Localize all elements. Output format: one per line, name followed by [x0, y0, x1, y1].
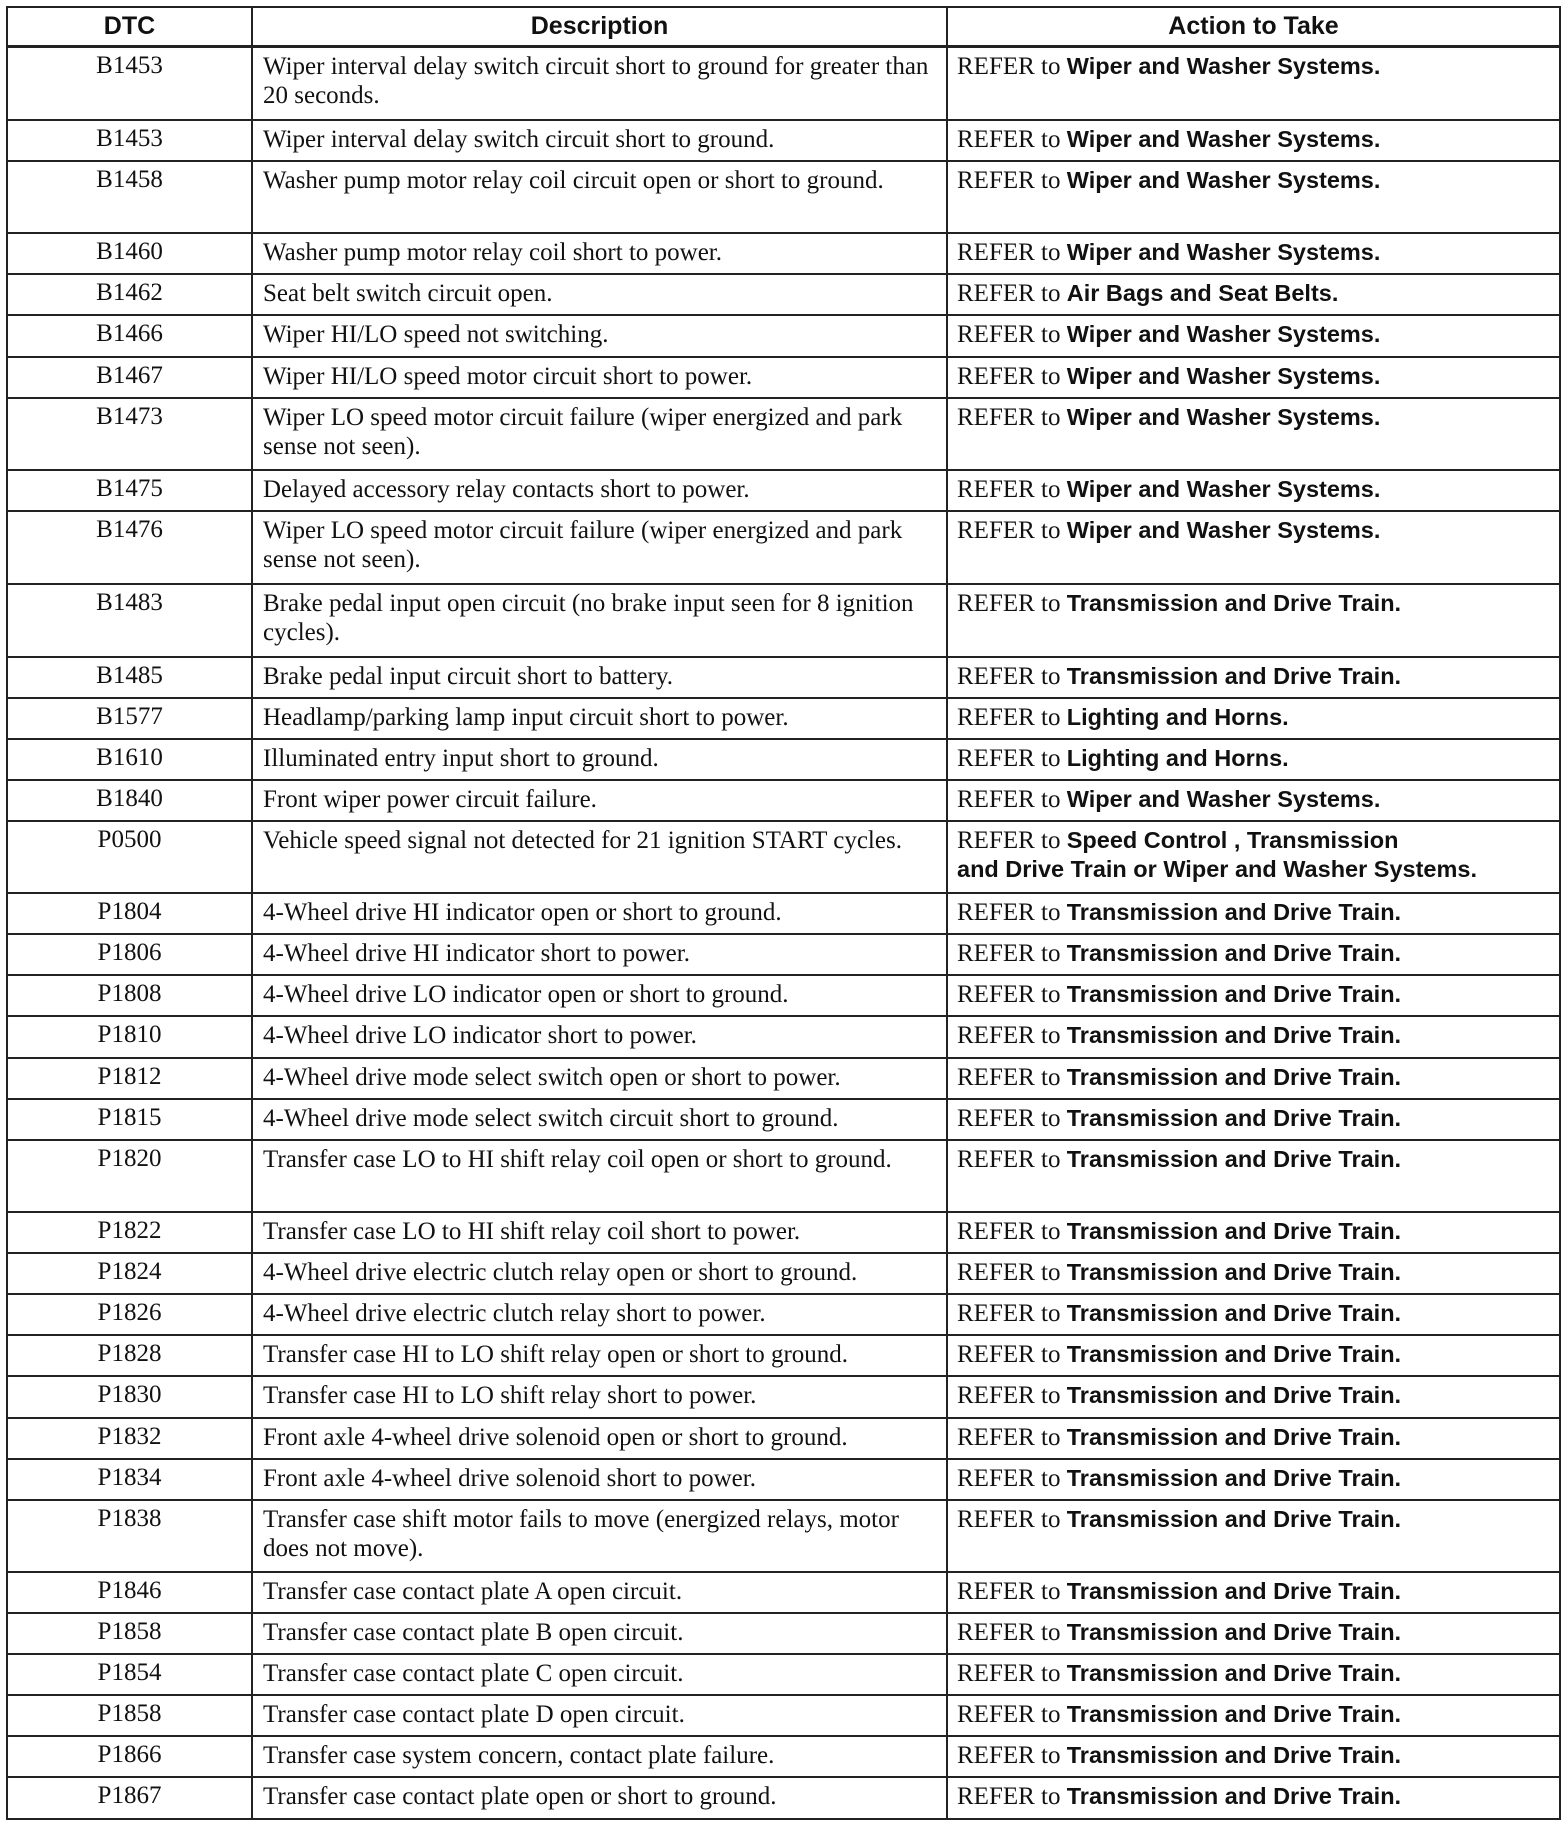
dtc-description: 4-Wheel drive LO indicator short to power.	[252, 1016, 947, 1057]
action-reference: Wiper and Washer Systems.	[1066, 166, 1381, 193]
table-row	[7, 1736, 1560, 1777]
action-to-take	[947, 584, 1560, 657]
action-to-take	[947, 739, 1560, 780]
table-row	[7, 398, 1560, 471]
table-row	[7, 1695, 1560, 1736]
action-prefix: REFER to	[957, 899, 1061, 927]
action-reference-line2: and Drive Train or Wiper and Washer Systems.	[957, 855, 1477, 882]
action-reference: Transmission and Drive Train.	[1066, 1619, 1402, 1646]
action-prefix: REFER to	[957, 321, 1061, 349]
action-prefix: REFER to	[957, 362, 1061, 390]
action-to-take	[947, 1140, 1560, 1213]
action-reference: Wiper and Washer Systems.	[1066, 403, 1381, 430]
table-row	[7, 233, 1560, 274]
action-to-take	[947, 233, 1560, 274]
action-to-take	[947, 398, 1560, 471]
action-prefix: REFER to	[957, 403, 1061, 431]
action-reference: Wiper and Washer Systems.	[1066, 785, 1381, 812]
action-to-take	[947, 1335, 1560, 1376]
action-reference: Transmission and Drive Train.	[1066, 1104, 1402, 1131]
header-action: Action to Take	[947, 7, 1560, 47]
action-reference: Air Bags and Seat Belts.	[1066, 280, 1339, 307]
dtc-description: Delayed accessory relay contacts short to power.	[252, 470, 947, 511]
dtc-description: 4-Wheel drive LO indicator open or short to ground.	[252, 975, 947, 1016]
action-to-take	[947, 1253, 1560, 1294]
action-prefix: REFER to	[957, 166, 1061, 194]
dtc-description: Washer pump motor relay coil circuit open or short to ground.	[252, 161, 947, 234]
table-row	[7, 1459, 1560, 1500]
table-row	[7, 47, 1560, 120]
action-prefix: REFER to	[957, 981, 1061, 1009]
dtc-code: B1460	[7, 233, 252, 274]
action-prefix: REFER to	[957, 1145, 1061, 1173]
table-row	[7, 1099, 1560, 1140]
dtc-code: B1453	[7, 120, 252, 161]
action-prefix: REFER to	[957, 1063, 1061, 1091]
dtc-code: B1462	[7, 274, 252, 315]
action-prefix: REFER to	[957, 53, 1061, 80]
dtc-code: P1822	[7, 1212, 252, 1253]
action-prefix: REFER to	[957, 1619, 1061, 1647]
table-row	[7, 975, 1560, 1016]
dtc-code: P1854	[7, 1654, 252, 1695]
action-to-take	[947, 274, 1560, 315]
dtc-description: Wiper HI/LO speed motor circuit short to power.	[252, 357, 947, 398]
action-prefix: REFER to	[957, 125, 1061, 153]
dtc-description: Transfer case LO to HI shift relay coil open or short to ground.	[252, 1140, 947, 1213]
action-prefix: REFER to	[957, 1104, 1061, 1132]
action-to-take	[947, 1613, 1560, 1654]
action-reference: Transmission and Drive Train.	[1066, 1063, 1402, 1090]
dtc-description: Headlamp/parking lamp input circuit short to power.	[252, 698, 947, 739]
table-row	[7, 698, 1560, 739]
dtc-table	[6, 6, 1561, 1820]
action-prefix: REFER to	[957, 1464, 1061, 1492]
action-reference: Transmission and Drive Train.	[1066, 1022, 1402, 1049]
action-prefix: REFER to	[957, 1742, 1061, 1770]
action-to-take	[947, 470, 1560, 511]
table-row	[7, 821, 1560, 894]
action-to-take	[947, 357, 1560, 398]
dtc-code: P1810	[7, 1016, 252, 1057]
dtc-description: Transfer case contact plate D open circuit.	[252, 1695, 947, 1736]
action-prefix: REFER to	[957, 239, 1061, 267]
action-to-take	[947, 1016, 1560, 1057]
dtc-code: P1820	[7, 1140, 252, 1213]
action-prefix: REFER to	[957, 940, 1061, 968]
table-row	[7, 1572, 1560, 1613]
dtc-description: 4-Wheel drive mode select switch circuit short to ground.	[252, 1099, 947, 1140]
action-prefix: REFER to	[957, 744, 1061, 772]
dtc-description: Transfer case contact plate C open circuit.	[252, 1654, 947, 1695]
action-to-take	[947, 893, 1560, 934]
action-prefix: REFER to	[957, 1022, 1061, 1050]
table-body	[7, 47, 1560, 1820]
action-prefix: REFER to	[957, 1218, 1061, 1246]
action-to-take	[947, 1058, 1560, 1099]
action-reference: Transmission and Drive Train.	[1066, 1742, 1402, 1769]
dtc-description: Wiper LO speed motor circuit failure (wiper energized and park sense not seen).	[252, 398, 947, 471]
action-prefix: REFER to	[957, 280, 1061, 308]
action-reference: Transmission and Drive Train.	[1066, 1464, 1402, 1491]
action-prefix: REFER to	[957, 1341, 1061, 1369]
table-row	[7, 1418, 1560, 1459]
action-to-take	[947, 1294, 1560, 1335]
dtc-description: Wiper HI/LO speed not switching.	[252, 315, 947, 356]
table-row	[7, 1058, 1560, 1099]
table-row	[7, 511, 1560, 584]
dtc-description: Brake pedal input open circuit (no brake input seen for 8 ignition cycles).	[252, 584, 947, 657]
action-prefix: REFER to	[957, 785, 1061, 813]
dtc-code: P1804	[7, 893, 252, 934]
dtc-description: 4-Wheel drive HI indicator short to power.	[252, 934, 947, 975]
action-prefix: REFER to	[957, 1783, 1061, 1811]
action-to-take	[947, 1777, 1560, 1819]
action-to-take	[947, 120, 1560, 161]
action-reference: Lighting and Horns.	[1066, 703, 1289, 730]
action-prefix: REFER to	[957, 589, 1061, 617]
dtc-code: B1473	[7, 398, 252, 471]
action-to-take	[947, 511, 1560, 584]
table-row	[7, 357, 1560, 398]
action-to-take	[947, 161, 1560, 234]
dtc-description: Brake pedal input circuit short to battery.	[252, 657, 947, 698]
dtc-description: Transfer case contact plate A open circuit.	[252, 1572, 947, 1613]
action-prefix: REFER to	[957, 703, 1061, 731]
action-reference: Transmission and Drive Train.	[1066, 1701, 1402, 1728]
action-reference: Transmission and Drive Train.	[1066, 1218, 1402, 1245]
action-reference: Transmission and Drive Train.	[1066, 1783, 1402, 1810]
table-row	[7, 657, 1560, 698]
action-prefix: REFER to	[957, 1300, 1061, 1328]
action-reference: Wiper and Washer Systems.	[1066, 362, 1381, 389]
action-to-take	[947, 1572, 1560, 1613]
dtc-code: P1808	[7, 975, 252, 1016]
dtc-description: 4-Wheel drive electric clutch relay short to power.	[252, 1294, 947, 1335]
dtc-code: P1815	[7, 1099, 252, 1140]
dtc-description: Vehicle speed signal not detected for 21 ignition START cycles.	[252, 821, 947, 894]
dtc-description: Washer pump motor relay coil short to power.	[252, 233, 947, 274]
dtc-description: Seat belt switch circuit open.	[252, 274, 947, 315]
dtc-code: B1485	[7, 657, 252, 698]
dtc-code: B1467	[7, 357, 252, 398]
dtc-code: B1483	[7, 584, 252, 657]
header-dtc: DTC	[7, 7, 252, 47]
action-reference: Transmission and Drive Train.	[1066, 981, 1402, 1008]
dtc-code: P1858	[7, 1695, 252, 1736]
table-row	[7, 315, 1560, 356]
action-reference: Lighting and Horns.	[1066, 744, 1289, 771]
action-prefix: REFER to	[957, 1505, 1061, 1533]
action-to-take	[947, 1695, 1560, 1736]
dtc-code: P1806	[7, 934, 252, 975]
table-row	[7, 934, 1560, 975]
action-prefix: REFER to	[957, 662, 1061, 690]
dtc-code: B1466	[7, 315, 252, 356]
dtc-description: Illuminated entry input short to ground.	[252, 739, 947, 780]
table-row	[7, 1212, 1560, 1253]
dtc-code: B1458	[7, 161, 252, 234]
table-row	[7, 1777, 1560, 1819]
table-row	[7, 780, 1560, 821]
dtc-description: 4-Wheel drive HI indicator open or short to ground.	[252, 893, 947, 934]
table-row	[7, 1500, 1560, 1573]
dtc-description: 4-Wheel drive electric clutch relay open or short to ground.	[252, 1253, 947, 1294]
action-to-take	[947, 1099, 1560, 1140]
action-to-take	[947, 975, 1560, 1016]
table-row	[7, 739, 1560, 780]
action-to-take	[947, 821, 1560, 894]
dtc-code: P1866	[7, 1736, 252, 1777]
table-row	[7, 1654, 1560, 1695]
action-to-take	[947, 1212, 1560, 1253]
action-reference: Wiper and Washer Systems.	[1066, 125, 1381, 152]
action-to-take	[947, 315, 1560, 356]
action-prefix: REFER to	[957, 1578, 1061, 1606]
dtc-code: B1453	[7, 47, 252, 120]
table-row	[7, 161, 1560, 234]
dtc-description: Front axle 4-wheel drive solenoid open or short to ground.	[252, 1418, 947, 1459]
dtc-description: Wiper interval delay switch circuit short to ground for greater than 20 seconds.	[252, 47, 947, 120]
dtc-description: Wiper interval delay switch circuit short to ground.	[252, 120, 947, 161]
dtc-code: B1577	[7, 698, 252, 739]
action-reference: Transmission and Drive Train.	[1066, 1145, 1402, 1172]
action-reference: Wiper and Washer Systems.	[1066, 321, 1381, 348]
dtc-code: P1830	[7, 1376, 252, 1417]
dtc-description: Transfer case LO to HI shift relay coil short to power.	[252, 1212, 947, 1253]
dtc-code: P1832	[7, 1418, 252, 1459]
dtc-code: P0500	[7, 821, 252, 894]
action-reference: Transmission and Drive Train.	[1066, 899, 1402, 926]
dtc-description: Front axle 4-wheel drive solenoid short to power.	[252, 1459, 947, 1500]
table-row	[7, 1016, 1560, 1057]
action-to-take	[947, 657, 1560, 698]
action-reference: Wiper and Washer Systems.	[1066, 476, 1381, 503]
dtc-code: P1824	[7, 1253, 252, 1294]
dtc-description: Transfer case system concern, contact plate failure.	[252, 1736, 947, 1777]
action-reference: Wiper and Washer Systems.	[1066, 239, 1381, 266]
action-reference: Transmission and Drive Train.	[1066, 940, 1402, 967]
table-row	[7, 893, 1560, 934]
header-description: Description	[252, 7, 947, 47]
action-prefix: REFER to	[957, 826, 1061, 854]
action-prefix: REFER to	[957, 476, 1061, 504]
action-reference: Speed Control , Transmission	[1066, 826, 1399, 853]
action-reference: Transmission and Drive Train.	[1066, 1578, 1402, 1605]
dtc-description: Transfer case contact plate B open circuit.	[252, 1613, 947, 1654]
action-prefix: REFER to	[957, 1423, 1061, 1451]
dtc-code: P1858	[7, 1613, 252, 1654]
action-reference: Transmission and Drive Train.	[1066, 1423, 1402, 1450]
dtc-description: Transfer case contact plate open or short to ground.	[252, 1777, 947, 1819]
action-to-take	[947, 1418, 1560, 1459]
action-to-take	[947, 1654, 1560, 1695]
dtc-code: B1610	[7, 739, 252, 780]
dtc-description: Transfer case HI to LO shift relay short to power.	[252, 1376, 947, 1417]
action-reference: Transmission and Drive Train.	[1066, 1660, 1402, 1687]
table-row	[7, 1335, 1560, 1376]
action-prefix: REFER to	[957, 1259, 1061, 1287]
dtc-code: P1867	[7, 1777, 252, 1819]
table-header-row	[7, 7, 1560, 47]
action-reference: Transmission and Drive Train.	[1066, 1341, 1402, 1368]
table-row	[7, 1253, 1560, 1294]
action-prefix: REFER to	[957, 517, 1061, 545]
dtc-code: B1476	[7, 511, 252, 584]
action-reference: Transmission and Drive Train.	[1066, 589, 1402, 616]
dtc-description: 4-Wheel drive mode select switch open or short to power.	[252, 1058, 947, 1099]
table-row	[7, 1376, 1560, 1417]
dtc-document-page	[6, 6, 1561, 1820]
dtc-code: P1812	[7, 1058, 252, 1099]
table-row	[7, 584, 1560, 657]
table-row	[7, 120, 1560, 161]
action-reference: Transmission and Drive Train.	[1066, 1382, 1402, 1409]
dtc-code: P1828	[7, 1335, 252, 1376]
dtc-description: Transfer case HI to LO shift relay open or short to ground.	[252, 1335, 947, 1376]
action-prefix: REFER to	[957, 1701, 1061, 1729]
action-reference: Wiper and Washer Systems.	[1066, 53, 1381, 79]
table-row	[7, 1613, 1560, 1654]
table-row	[7, 470, 1560, 511]
dtc-code: B1475	[7, 470, 252, 511]
dtc-description: Transfer case shift motor fails to move (energized relays, motor does not move).	[252, 1500, 947, 1573]
action-reference: Wiper and Washer Systems.	[1066, 517, 1381, 544]
action-prefix: REFER to	[957, 1660, 1061, 1688]
action-to-take	[947, 698, 1560, 739]
table-row	[7, 1294, 1560, 1335]
action-to-take	[947, 934, 1560, 975]
action-reference: Transmission and Drive Train.	[1066, 1300, 1402, 1327]
action-to-take	[947, 1376, 1560, 1417]
dtc-code: P1838	[7, 1500, 252, 1573]
action-reference: Transmission and Drive Train.	[1066, 662, 1402, 689]
table-row	[7, 1140, 1560, 1213]
action-reference: Transmission and Drive Train.	[1066, 1259, 1402, 1286]
action-reference: Transmission and Drive Train.	[1066, 1505, 1402, 1532]
action-to-take	[947, 1500, 1560, 1573]
action-to-take	[947, 1459, 1560, 1500]
action-to-take	[947, 47, 1560, 120]
action-to-take	[947, 780, 1560, 821]
dtc-code: P1826	[7, 1294, 252, 1335]
dtc-description: Front wiper power circuit failure.	[252, 780, 947, 821]
dtc-code: P1846	[7, 1572, 252, 1613]
action-to-take	[947, 1736, 1560, 1777]
action-prefix: REFER to	[957, 1382, 1061, 1410]
dtc-description: Wiper LO speed motor circuit failure (wiper energized and park sense not seen).	[252, 511, 947, 584]
dtc-code: P1834	[7, 1459, 252, 1500]
dtc-code: B1840	[7, 780, 252, 821]
table-row	[7, 274, 1560, 315]
